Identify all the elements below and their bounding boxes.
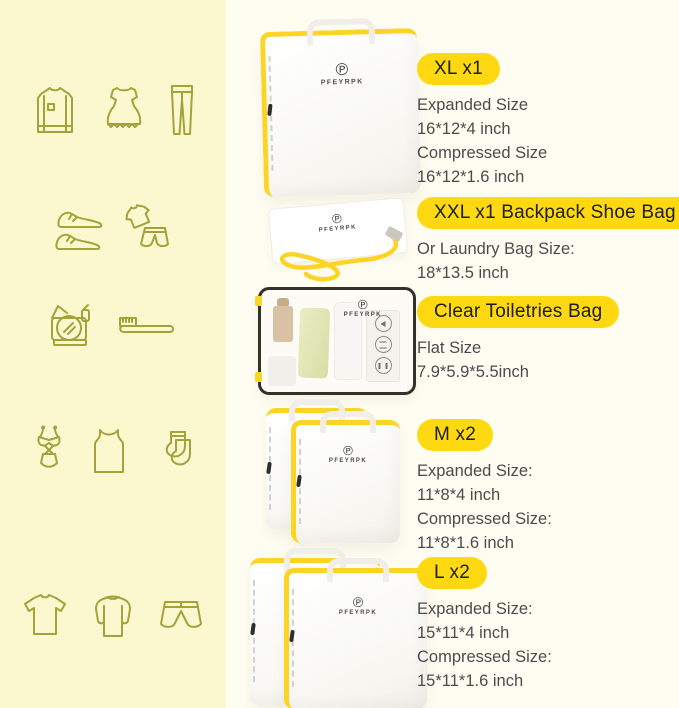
brand-logo-icon: ℗	[358, 297, 368, 312]
icon-row-casual	[0, 590, 226, 646]
size-badge-m: M x2	[417, 419, 493, 451]
toothbrush-icon	[114, 306, 180, 346]
spec-lines	[417, 597, 552, 693]
spec-toiletries	[417, 296, 619, 384]
spec-line: 11*8*1.6 inch	[417, 534, 514, 552]
t-shirt-icon	[19, 590, 71, 646]
packing-cube-l-front	[284, 568, 427, 708]
long-sleeve-shirt-icon	[87, 590, 139, 646]
toiletries-bag	[258, 287, 416, 395]
brand-logo	[289, 595, 427, 616]
icon-row-toiletry	[0, 300, 226, 352]
sweater-icon	[26, 80, 84, 140]
pants-icon	[164, 80, 200, 140]
zipper-pull-icon	[255, 296, 262, 306]
brand-logo-icon: ℗	[331, 210, 343, 227]
brand-logo-icon: ℗	[352, 593, 364, 610]
tshirt-shorts-outfit-icon	[121, 200, 173, 258]
sneakers-icon	[53, 200, 105, 258]
brand-logo	[310, 298, 416, 318]
brand-logo	[296, 444, 400, 464]
spec-line: 7.9*5.9*5.5inch	[417, 363, 529, 381]
zipper-pull-icon	[255, 372, 262, 382]
pause-icon	[375, 357, 392, 374]
icon-row-tops	[0, 80, 226, 140]
swimsuit-icon	[27, 422, 71, 482]
spec-lines	[417, 237, 679, 285]
packing-cube-m-front	[291, 420, 400, 543]
spec-line: Flat Size	[417, 339, 482, 357]
dispenser-bottle	[366, 310, 400, 382]
spec-line: Or Laundry Bag Size:	[417, 240, 575, 258]
cube-handle	[320, 411, 376, 433]
beige-bottle	[273, 306, 293, 342]
spec-line: Compressed Size:	[417, 648, 552, 666]
spec-xl	[417, 53, 547, 189]
spec-lines	[417, 336, 619, 384]
brand-logo	[266, 59, 419, 88]
icon-row-underwear	[0, 422, 226, 482]
spec-xxl-shoe-bag	[417, 197, 679, 285]
spec-line: Compressed Size:	[417, 510, 552, 528]
dress-icon	[100, 80, 148, 140]
spec-line: Expanded Size:	[417, 462, 533, 480]
spec-l	[417, 557, 552, 693]
spec-line: 18*13.5 inch	[417, 264, 509, 282]
spec-lines	[417, 459, 552, 555]
clothing-icons-panel	[0, 0, 226, 708]
socks-icon	[147, 426, 199, 478]
spec-line: 11*8*4 inch	[417, 486, 501, 504]
tank-top-icon	[87, 424, 131, 480]
cosmetics-mirror-icon	[46, 300, 98, 352]
spec-line: 16*12*1.6 inch	[417, 168, 525, 186]
cream-jar	[268, 356, 296, 386]
spec-line: 15*11*4 inch	[417, 624, 510, 642]
brand-name: PFEYRPK	[343, 312, 382, 318]
menu-lines-icon	[375, 336, 392, 353]
green-tube	[298, 307, 330, 378]
spec-line: Expanded Size:	[417, 600, 533, 618]
brand-name: PFEYRPK	[328, 457, 368, 464]
brand-name: PFEYRPK	[338, 609, 378, 616]
brand-name: PFEYRPK	[318, 224, 358, 234]
packing-cube-xl	[260, 28, 421, 197]
icon-row-shoes-outfit	[0, 200, 226, 258]
size-badge-toiletries: Clear Toiletries Bag	[417, 296, 619, 328]
brand-name: PFEYRPK	[320, 77, 364, 87]
spec-line: Compressed Size	[417, 144, 548, 162]
drawstring-cord-icon	[262, 226, 412, 288]
size-badge-xl: XL x1	[417, 53, 500, 85]
spec-m	[417, 419, 552, 555]
shorts-icon	[155, 594, 207, 642]
brand-logo-icon: ℗	[343, 442, 353, 458]
brand-logo-icon: ℗	[335, 59, 349, 79]
cube-handle	[307, 18, 376, 46]
cube-handle	[327, 558, 389, 582]
spec-line: 15*11*1.6 inch	[417, 672, 524, 690]
size-badge-l: L x2	[417, 557, 487, 589]
spec-lines	[417, 93, 547, 189]
spec-line: Expanded Size	[417, 96, 528, 114]
size-badge-xxl: XXL x1 Backpack Shoe Bag	[417, 197, 679, 229]
spec-line: 16*12*4 inch	[417, 120, 511, 138]
